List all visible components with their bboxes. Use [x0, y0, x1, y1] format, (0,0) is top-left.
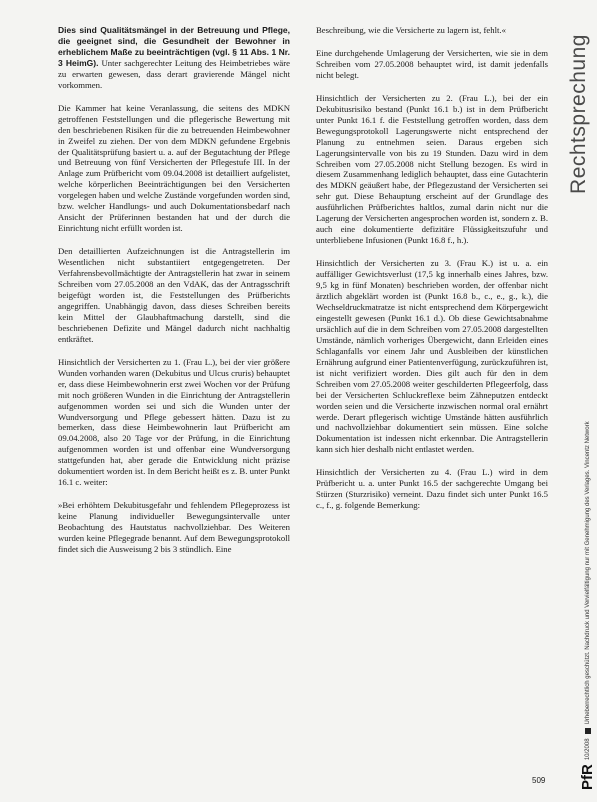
lead-bold-text: Dies sind Qualitätsmängel in der Betreuung und Pflege, die geeignet sind, die Gesundheit der Bewohner in erheblichem Maße zu beeinträchtigen (vgl. § 11 Abs. 1 Nr. 3 HeimG).	[58, 25, 290, 68]
right-column	[316, 25, 548, 523]
left-paragraph-2: Die Kammer hat keine Veranlassung, die seitens des MDKN getroffenen Feststellungen und die pflegerische Bewertung mit den beschriebenen Risiken für die zu betreuenden Heimbewohner in Zweifel zu ziehen. Der von dem MDKN gefundene Ergebnis der Qualitätsprüfung basiert u. a. auf der Begutachtung der Pflege und Betreuung von fünf Versicherten der Pflegestufe III. In der Anlage zum Prüfbericht vom 09.04.2008 ist detailliert aufgelistet, welche körperlichen Beeinträchtigungen bei den Versicherten vorgelegen haben und welche Zustände vorgefunden worden sind, bzw. welcher Handlungs- und auch Dokumentationsbedarf nach Ansicht der Prüferinnen bestanden hat und der durch die Einrichtung nicht erfüllt worden ist.	[58, 102, 290, 234]
side-footer	[566, 330, 596, 790]
right-paragraph-1: Beschreibung, wie die Versicherte zu lagern ist, fehlt.«	[316, 25, 506, 35]
journal-logo: PfR	[579, 764, 596, 790]
square-bullet-icon	[585, 728, 591, 734]
left-paragraph-1	[58, 25, 290, 91]
left-paragraph-5: »Bei erhöhtem Dekubitusgefahr und fehlendem Pflegeprozess ist keine Planung individueller Bewegungsintervalle unter Beobachtung des Hautstatus nachvollziehbar. Des Weiteren wurden keine Pflegegrade benannt. Auf dem Bewegungsprotokoll findet sich die Ausweisung 2 bis 3 stündlich. Eine	[58, 500, 290, 554]
copyright-notice: Urheberrechtlich geschützt. Nachdruck und Vervielfältigung nur mit Genehmigung des Verlages. Vincentz Network	[584, 421, 591, 725]
left-column	[58, 25, 290, 567]
section-side-title	[566, 24, 592, 204]
right-paragraph-5: Hinsichtlich der Versicherten zu 4. (Frau L.) wird in dem Prüfbericht u. a. unter Punkt 16.5 der sachgerechte Umgang bei Stürzen (Sturzrisiko) verneint. Dazu findet sich unter Punkt 16.5 c., f., g. folgende Bemerkung:	[316, 467, 548, 511]
section-title-text: Rechtsprechung	[567, 34, 590, 194]
left-paragraph-4: Hinsichtlich der Versicherten zu 1. (Frau L.), bei der vier größere Wunden vorhanden waren (Dekubitus und Ulcus cruris) behauptet er, dass diese Heimbewohnerin erst zwei Wochen vor der Prüfung mit noch größeren Wunden in die Einrichtung der Antragstellerin aufgenommen worden sei und sich die Wunden unter der Wundversorgung und Pflege gebessert hätten. Dazu ist zu bemerken, dass diese Heimbewohnerin laut Prüfbericht am 09.04.2008, also 20 Tage vor der Prüfung, in die Einrichtung aufgenommen worden ist und offenbar eine Wundversorgung stattgefunden hat, aber gerade die Entwicklung nicht präzise dokumentiert worden ist. In dem Bericht heißt es z. B. unter Punkt 16.1 c. weiter:	[58, 356, 290, 488]
right-paragraph-3: Hinsichtlich der Versicherten zu 2. (Frau L.), bei der ein Dekubitusrisiko bestand (Punkt 16.1 b.) ist in dem Prüfbericht unter Punkt 16.1 f. die Feststellung getroffen worden, dass dem Bewegungsprotokoll Lagerungswerte nicht entsprechend der Planung zu entnehmen seien. Daraus ergeben sich Lagerungsintervalle von bis zu 19 Stunden. Dazu wird in dem Schreiben vom 27.05.2008 nicht Stellung bezogen. Es wird in diesem Zusammenhang lediglich behauptet, dass eine Gutachterin des MDKN geäußert habe, der Pflegezustand der Versicherten sei sehr gut. Diese Behauptung erscheint auf der Grundlage des ausführlichen Prüfberichtes haltlos, zumal darin nicht nur die Lagerung der Versicherten angesprochen worden ist, sondern z. B. auch eine dokumentierte defizitäre Flüssigkeitszufuhr und unterbliebene Infusionen (Punkt 16.8 f., h.).	[316, 92, 548, 246]
issue-number: 10/2008	[584, 738, 591, 761]
right-paragraph-2: Eine durchgehende Umlagerung der Versicherten, wie sie in dem Schreiben vom 27.05.2008 behauptet wird, ist damit jedenfalls nicht belegt.	[316, 47, 548, 80]
left-paragraph-3: Den detaillierten Aufzeichnungen ist die Antragstellerin im Wesentlichen nicht substantiiert entgegengetreten. Der Verfahrensbevollmächtigte der Antragstellerin hat zwar in seinem Schreiben vom 27.05.2008 an den VdAK, das der Antragsschrift beigefügt worden ist, die Feststellungen des Prüfberichts angegriffen. Unabhängig davon, dass dieses Schreiben bereits kein Mittel der Glaubhaftmachung darstellt, sind die beschriebenen Defizite und Mängel dadurch nicht nachhaltig entkräftet.	[58, 246, 290, 344]
lead-tail-text: Unter sachgerechter Leitung des Heimbetriebes wäre zu erwarten gewesen, dass derart gravierende Mängel nicht vorkommen.	[58, 57, 290, 90]
right-paragraph-4: Hinsichtlich der Versicherten zu 3. (Frau K.) ist u. a. ein auffälliger Gewichtsverlust (17,5 kg innerhalb eines Jahres, bzw. 9,5 kg in fünf Monaten) beschrieben worden, der offenbar nicht ärztlich abgeklärt worden ist (Punkt 16.8 b., c., e., g., k.), die Wechseldruckmatratze ist nicht entsprechend dem Körpergewicht eingestellt gewesen (Punkt 16.1 d.). Ob diese Gewichtsabnahme ursächlich auf die in dem Schreiben vom 27.05.2008 dargestellten Umstände, nämlich vorheriges Übergewicht, dann Erleiden eines Schlaganfalls vor einem Jahr und Ausbleiben der künstlichen Ernährung aufgrund einer Patientenverfügung, zurückzuführen ist, ist nicht verifiziert worden. Dies gilt auch für den in dem Schreiben vom 27.05.2008 weiter geschilderten Pflegeerfolg, dass bei der Versicherten Schluckreflexe beim Zähneputzen entdeckt worden seien und die Versicherte inzwischen normal oral ernährt werde. Derart pflegerisch wichtige Umstände hätten ausführlich und nachvollziehbar dokumentiert sein müssen. Eine solche Dokumentation ist indessen nicht erkennbar. Die Antragstellerin kann sich hier deshalb nicht entlastet werden.	[316, 258, 548, 455]
page-number: 509	[532, 776, 546, 785]
